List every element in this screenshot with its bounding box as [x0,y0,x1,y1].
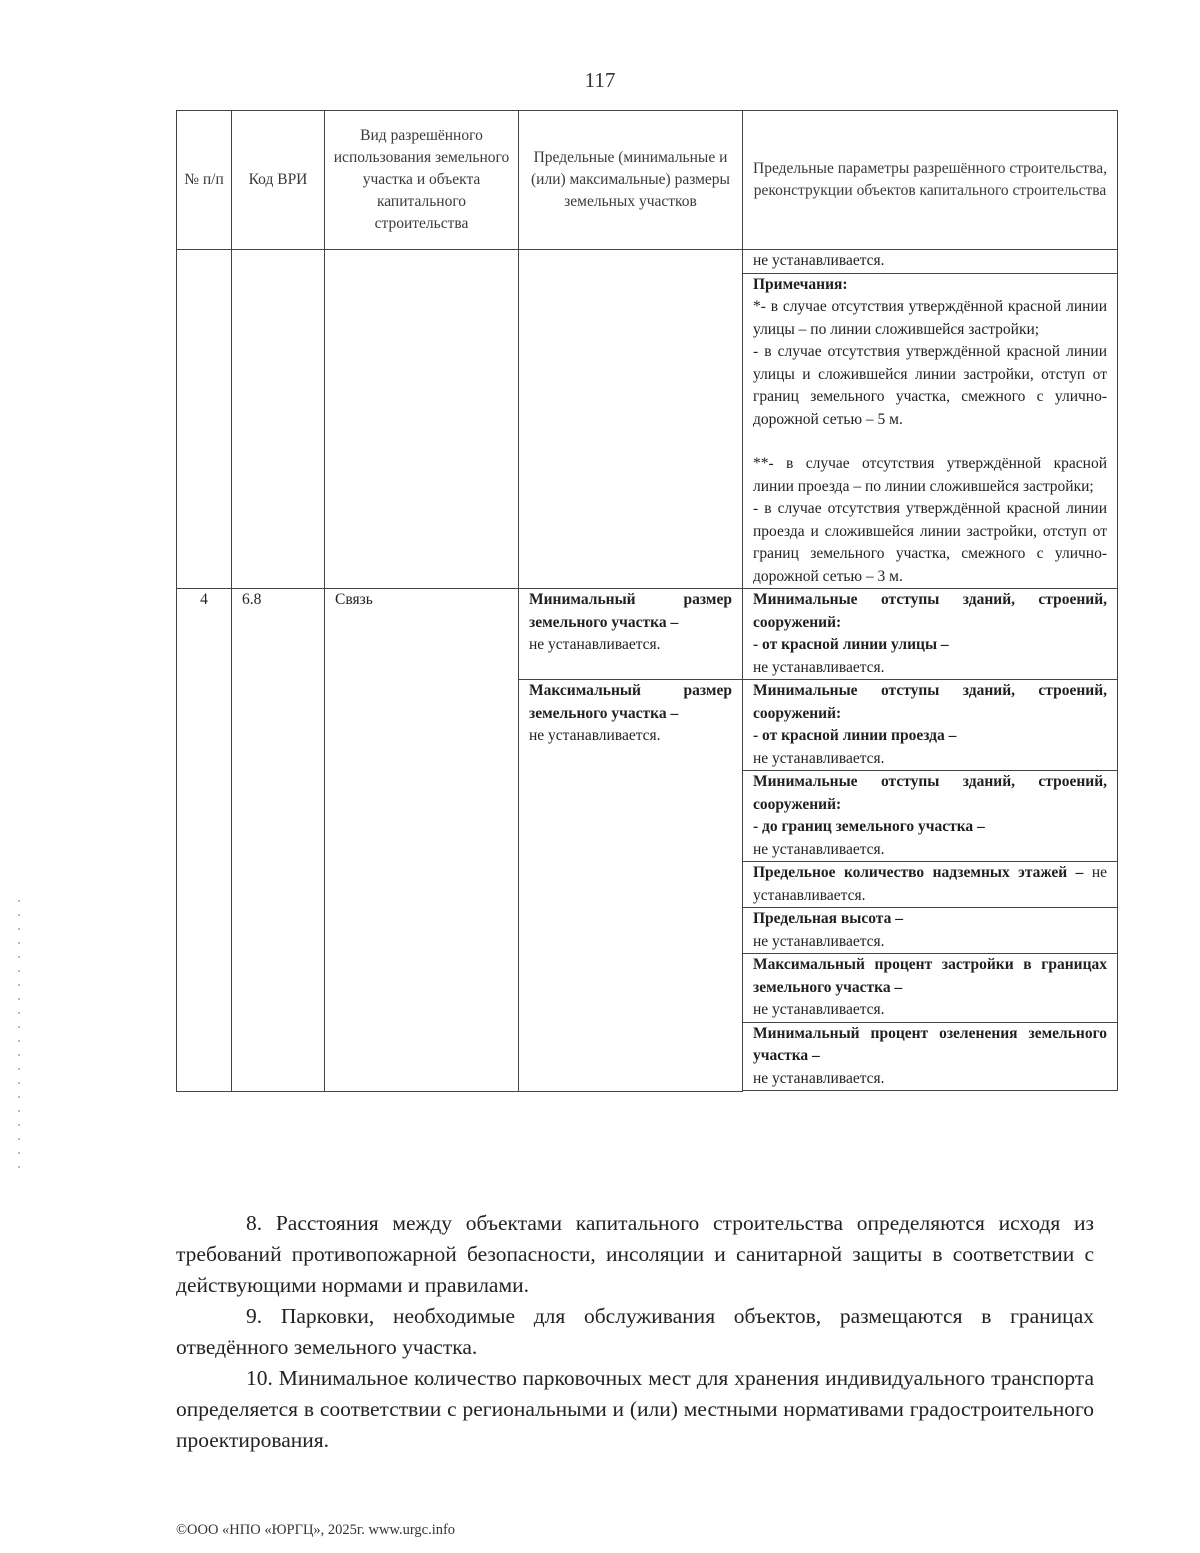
header-sizes: Предельные (минимальные и (или) максимальные) размеры земельных участков [519,111,743,250]
header-code: Код ВРИ [232,111,325,250]
row4-num: 4 [177,589,232,1092]
paragraph-8: 8. Расстояния между объектами капитального строительства определяются исходя из требований противопожарной безопасности, инсоляции и санитарной защиты в соответствии с действующими нормами и правилами. [176,1211,1094,1297]
header-num: № п/п [177,111,232,250]
scan-edge-marks [18,900,20,1170]
notes-cell [743,273,1118,589]
table-header-row [177,111,1118,250]
param-offset-passage: Минимальные отступы зданий, строений, сооружений: - от красной линии проезда – не устанавливается. [743,680,1118,771]
header-params: Предельные параметры разрешённого строительства, реконструкции объектов капитального строительства [743,111,1118,250]
note-2: - в случае отсутствия утверждённой красной линии улицы и сложившейся линии застройки, отступ от границ земельного участка, смежного с улично-дорожной сетью – 5 м. [753,343,1107,428]
table-row-4 [177,589,1118,680]
param-height: Предельная высота – не устанавливается. [743,908,1118,954]
footer-copyright: ©ООО «НПО «ЮРГЦ», 2025г. www.urgc.info [176,1522,456,1538]
min-size-cell: Минимальный размер земельного участка – не устанавливается. [519,589,743,680]
table-row-continued [177,250,1118,274]
row4-use: Связь [325,589,519,1092]
page-number: 117 [584,68,616,92]
notes-title: Примечания: [753,275,848,293]
header-use: Вид разрешённого использования земельного участка и объекта капитального строительства [325,111,519,250]
paragraph-9: 9. Парковки, необходимые для обслуживания объектов, размещаются в границах отведённого земельного участка. [176,1304,1094,1359]
body-text [176,1208,1094,1456]
param-max-coverage: Максимальный процент застройки в границах земельного участка – не устанавливается. [743,954,1118,1023]
paragraph-10: 10. Минимальное количество парковочных мест для хранения индивидуального транспорта определяется в соответствии с региональными и (или) местными нормативами градостроительного проектирования. [176,1366,1094,1452]
max-size-cell: Максимальный размер земельного участка – не устанавливается. [519,680,743,1092]
row4-code: 6.8 [232,589,325,1092]
param-offset-street: Минимальные отступы зданий, строений, сооружений: - от красной линии улицы – не устанавливается. [743,589,1118,680]
param-floors: Предельное количество надземных этажей – не устанавливается. [743,862,1118,908]
note-4: - в случае отсутствия утверждённой красной линии проезда и сложившейся линии застройки, отступ от границ земельного участка, смежного с улично-дорожной сетью – 3 м. [753,500,1107,585]
param-offset-boundary: Минимальные отступы зданий, строений, сооружений: - до границ земельного участка – не устанавливается. [743,771,1118,862]
note-3: **- в случае отсутствия утверждённой красной линии проезда – по линии сложившейся застройки; [753,455,1107,495]
note-1: *- в случае отсутствия утверждённой красной линии улицы – по линии сложившейся застройки; [753,298,1107,338]
continued-tail: не устанавливается. [743,250,1118,274]
param-min-greening: Минимальный процент озеленения земельного участка – не устанавливается. [743,1022,1118,1091]
regulations-table [176,110,1118,1092]
